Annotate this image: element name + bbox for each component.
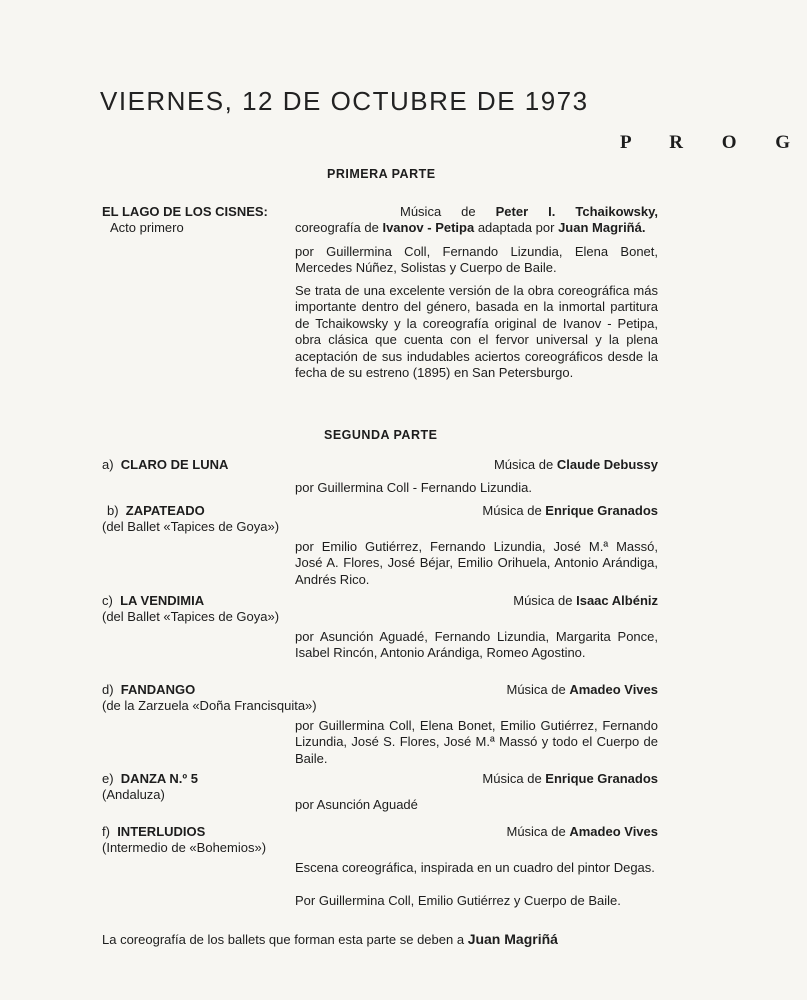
item-a-heading: a) CLARO DE LUNA [102, 457, 229, 472]
item-b-subtitle: (del Ballet «Tapices de Goya») [102, 519, 280, 534]
item-f-music: Música de Amadeo Vives [506, 824, 658, 839]
composer-name: Amadeo Vives [569, 824, 658, 839]
item-b-heading: b) ZAPATEADO [107, 503, 205, 518]
item-c-music: Música de Isaac Albéniz [513, 593, 658, 608]
ballet-performers: por Guillermina Coll, Fernando Lizundia, Elena Bonet, Mercedes Núñez, Solistas y Cuerpo de Baile. [295, 244, 658, 276]
ballet-credits: Música de Peter I. Tchaikowsky, coreografía de Ivanov - Petipa adaptada por Juan Magriñá. [295, 204, 658, 236]
item-f-subtitle: (Intermedio de «Bohemios») [102, 840, 267, 855]
item-e-performers: por Asunción Aguadé [295, 797, 418, 812]
program-heading: P R O G [620, 132, 807, 153]
item-c-heading: c) LA VENDIMIA [102, 593, 205, 608]
composer-name: Isaac Albéniz [576, 593, 658, 608]
item-e-heading: e) DANZA N.º 5 [102, 771, 199, 786]
item-c-performers: por Asunción Aguadé, Fernando Lizundia, Margarita Ponce, Isabel Rincón, Antonio Arándiga, Romeo Agostino. [295, 629, 658, 661]
item-f-performers: Por Guillermina Coll, Emilio Gutiérrez y Cuerpo de Baile. [295, 893, 621, 908]
ballet-description: Se trata de una excelente versión de la obra coreográfica más importante dentro del género, basada en la inmortal partitura de Tchaikowsky y la coreografía original de Ivanov - Petipa, obra clásica que cuenta con el fervor universal y la plena aceptación de sus indudables aciertos coreográficos desde la fecha de su estreno (1895) en San Petersburgo. [295, 283, 658, 381]
item-f-heading: f) INTERLUDIOS [102, 824, 206, 839]
page-title: VIERNES, 12 DE OCTUBRE DE 1973 [100, 86, 589, 116]
choreographer-name: Ivanov - Petipa [382, 220, 475, 236]
segunda-parte-heading: SEGUNDA PARTE [324, 428, 438, 442]
item-d-heading: d) FANDANGO [102, 682, 196, 697]
item-title: INTERLUDIOS [117, 824, 206, 839]
item-b-music: Música de Enrique Granados [482, 503, 658, 518]
composer-name: Claude Debussy [556, 457, 658, 472]
item-c-subtitle: (del Ballet «Tapices de Goya») [102, 609, 280, 624]
composer-name: Peter I. Tchaikowsky, [495, 204, 658, 219]
item-e-subtitle: (Andaluza) [102, 787, 165, 802]
item-title: ZAPATEADO [125, 503, 205, 518]
item-d-music: Música de Amadeo Vives [506, 682, 658, 697]
item-title: CLARO DE LUNA [120, 457, 229, 472]
footer-choreographer: Juan Magriñá [467, 931, 558, 947]
item-title: FANDANGO [120, 682, 196, 697]
item-d-subtitle: (de la Zarzuela «Doña Francisquita») [102, 698, 317, 713]
item-f-description: Escena coreográfica, inspirada en un cuadro del pintor Degas. [295, 860, 655, 875]
composer-name: Enrique Granados [545, 503, 658, 518]
primera-parte-heading: PRIMERA PARTE [327, 167, 436, 181]
item-a-performers: por Guillermina Coll - Fernando Lizundia. [295, 480, 533, 495]
item-b-performers: por Emilio Gutiérrez, Fernando Lizundia, José M.ª Massó, José A. Flores, José Béjar, Emilio Orihuela, Antonio Arándiga, Andrés Rico. [295, 539, 658, 587]
footer-note: La coreografía de los ballets que forman esta parte se deben a Juan Magriñá [102, 931, 558, 947]
ballet-subtitle: Acto primero [110, 220, 184, 235]
item-e-music: Música de Enrique Granados [482, 771, 658, 786]
item-d-performers: por Guillermina Coll, Elena Bonet, Emilio Gutiérrez, Fernando Lizundia, José S. Flores, José M.ª Massó y todo el Cuerpo de Baile. [295, 718, 658, 766]
composer-name: Amadeo Vives [569, 682, 658, 697]
ballet-title: EL LAGO DE LOS CISNES: [102, 204, 268, 219]
item-a-music: Música de Claude Debussy [493, 457, 658, 472]
item-title: DANZA N.º 5 [120, 771, 199, 786]
adapter-name: Juan Magriñá. [558, 220, 646, 236]
item-title: LA VENDIMIA [120, 593, 205, 608]
composer-name: Enrique Granados [545, 771, 658, 786]
